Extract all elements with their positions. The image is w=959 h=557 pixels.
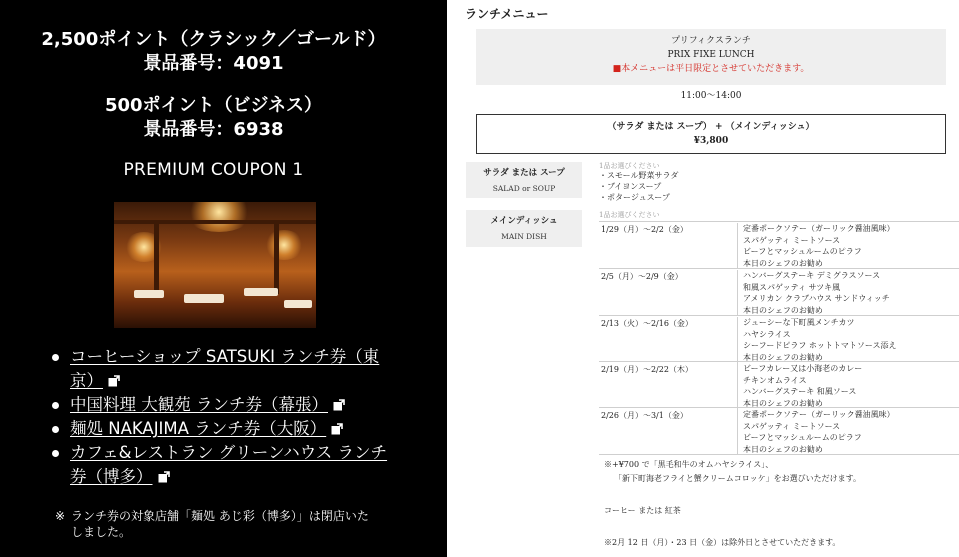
weekly-menu-row: 2/19（月）～2/22（木） ビーフカレー又は小海老のカレー チキンオムライス ハンバーグステーキ 和風ソース 本日のシェフのお勧め bbox=[599, 361, 959, 408]
coupon-panel bbox=[0, 0, 447, 557]
upgrade-option-note: ※+¥700 で「黒毛和牛のオムハヤシライス」、 「新下町海老フライと蟹クリームコロッケ」をお選びいただけます。 bbox=[604, 460, 861, 483]
category-main-dish: メインディッシュ MAIN DISH bbox=[466, 210, 582, 247]
weekly-menu-row: 1/29（月）～2/2（金） 定番ポークソテー（ガーリック醤油風味） スパゲッティ ミートソース ビーフとマッシュルームのピラフ 本日のシェフのお勧め bbox=[599, 221, 959, 268]
drink-option: コーヒー または 紅茶 bbox=[604, 506, 681, 515]
external-link-icon bbox=[108, 375, 120, 387]
external-link-icon bbox=[333, 399, 345, 411]
weekly-menu-row: 2/26（月）～3/1（金） 定番ポークソテー（ガーリック醤油風味） スパゲッティ ミートソース ビーフとマッシュルームのピラフ 本日のシェフのお勧め bbox=[599, 407, 959, 455]
greenhouse-link[interactable]: カフェ&レストラン グリーンハウス ランチ 券（博多） bbox=[70, 443, 388, 486]
set-price-box: （サラダ または スープ） + （メインディッシュ） ¥3,800 bbox=[476, 114, 946, 154]
prix-fixe-header: プリフィクスランチ PRIX FIXE LUNCH ■本メニューは平日限定とさせていただきます。 bbox=[476, 29, 946, 85]
lunch-ticket-list bbox=[52, 345, 424, 489]
choose-one-label: 1品お選びください bbox=[599, 162, 660, 170]
weekly-menu-row: 2/5（月）～2/9（金） ハンバーグステーキ デミグラスソース 和風スパゲッティ サツキ風 アメリカン クラブハウス サンドウィッチ 本日のシェフのお勧め bbox=[599, 268, 959, 315]
closure-note: ※ ランチ券の対象店舗「麺処 あじ彩（博多）」は閉店いた しました。 bbox=[55, 509, 369, 539]
weekly-menu-row: 2/13（火）～2/16（金） ジューシーな下町風メンチカツ ハヤシライス シーフードピラフ ホットトマトソース添え 本日のシェフのお勧め bbox=[599, 315, 959, 362]
lunch-menu-image bbox=[447, 0, 959, 557]
category-salad: サラダ または スープ SALAD or SOUP bbox=[466, 162, 582, 198]
exclusion-date-note: ※2月 12 日（月）・23 日（金）は除外日とさせていただきます。 bbox=[604, 538, 841, 547]
gold-points-label: 2,500ポイント（クラシック／ゴールド） bbox=[41, 29, 386, 50]
nakajima-link[interactable]: 麺処 NAKAJIMA ランチ券（大阪） bbox=[70, 419, 327, 438]
list-item bbox=[52, 345, 424, 393]
coupon-title: PREMIUM COUPON 1 bbox=[123, 160, 304, 180]
taikanen-link[interactable]: 中国料理 大観苑 ランチ券（幕張） bbox=[70, 395, 328, 414]
external-link-icon bbox=[331, 423, 343, 435]
weekday-only-note: ■本メニューは平日限定とさせていただきます。 bbox=[612, 64, 810, 74]
business-points-label: 500ポイント（ビジネス） bbox=[104, 95, 323, 116]
satsuki-link[interactable]: コーヒーショップ SATSUKI ランチ券（東 京） bbox=[70, 347, 380, 390]
set-price: ¥3,800 bbox=[693, 136, 729, 146]
restaurant-photo bbox=[114, 202, 316, 328]
gold-item-number: 景品番号：4091 bbox=[143, 53, 284, 74]
list-item bbox=[52, 417, 424, 441]
lunch-hours: 11:00～14:00 bbox=[680, 91, 742, 101]
business-item-number: 景品番号：6938 bbox=[143, 119, 284, 140]
choose-one-label: 1品お選びください bbox=[599, 211, 660, 219]
external-link-icon bbox=[158, 471, 170, 483]
menu-title: ランチメニュー bbox=[465, 7, 549, 21]
list-item bbox=[52, 393, 424, 417]
salad-options: ・スモール野菜サラダ ・ブイヨンスープ ・ポタージュスープ bbox=[599, 171, 679, 202]
list-item bbox=[52, 441, 424, 489]
